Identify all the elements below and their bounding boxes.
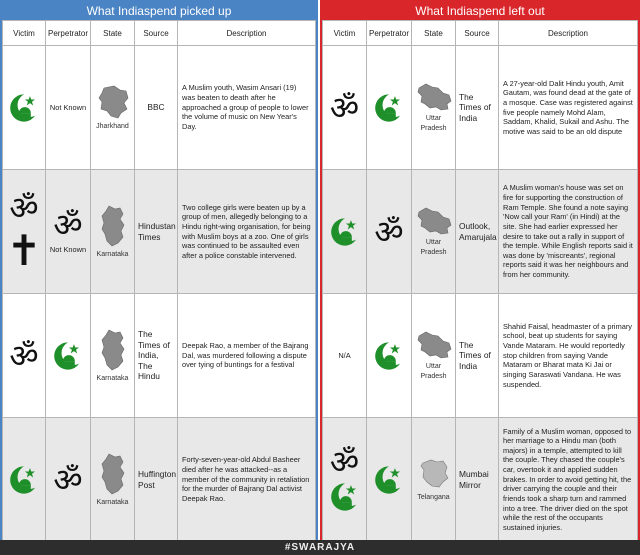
- table-row: [323, 418, 638, 542]
- om-icon: ॐ: [9, 336, 39, 375]
- description-cell: Shahid Faisal, headmaster of a primary school, beat up students for saying Vande Mataram. He would reportedly stop children from saying Vande Mataram or Bharat mata Ki Jai or singing Saraswati Vandana. He was suspended.: [499, 294, 638, 418]
- victim-cell: [323, 418, 367, 542]
- right-header-row: [323, 21, 638, 46]
- left-panel: [0, 0, 318, 540]
- victim-cell: [323, 170, 367, 294]
- perpetrator-cell: [367, 418, 412, 542]
- karnataka-map-icon: [99, 328, 127, 372]
- crescent-mosque-icon: [51, 339, 85, 373]
- state-cell: [412, 418, 456, 542]
- state-label: Uttar Pradesh: [420, 363, 447, 380]
- left-panel-title: What Indiaspend picked up: [2, 2, 316, 20]
- state-label: Telangana: [417, 493, 450, 501]
- uttar-pradesh-map-icon: [416, 206, 452, 236]
- crescent-mosque-icon: [7, 463, 41, 497]
- header-perpetrator: Perpetrator: [46, 21, 91, 46]
- description-cell: Deepak Rao, a member of the Bajrang Dal, was murdered following a dispute over tying of buntings for a festival: [178, 294, 316, 418]
- left-table: [2, 20, 316, 542]
- perpetrator-cell: [367, 294, 412, 418]
- state-label: Jharkhand: [96, 122, 129, 130]
- state-cell: [412, 294, 456, 418]
- table-row: [3, 170, 316, 294]
- jharkhand-map-icon: [96, 84, 130, 120]
- state-cell: [412, 46, 456, 170]
- om-icon: ॐ: [9, 188, 39, 227]
- description-cell: A Muslim youth, Wasim Ansari (19) was beaten to death after he approached a group of people to lower the volume of music on New Year's Day.: [178, 46, 316, 170]
- perpetrator-cell: [367, 170, 412, 294]
- state-cell: [91, 418, 135, 542]
- om-icon: ॐ: [53, 205, 83, 244]
- header-victim: Victim: [323, 21, 367, 46]
- table-row: [323, 46, 638, 170]
- right-panel: [320, 0, 640, 540]
- source-cell: The Times of India, The Hindu: [135, 294, 178, 418]
- crescent-mosque-icon: [328, 480, 362, 514]
- source-cell: The Times of India: [456, 294, 499, 418]
- description-cell: Forty-seven-year-old Abdul Basheer died after he was attacked--as a member of the community in retaliation for the murder of Bajrang Dal activist Deepak Rao.: [178, 418, 316, 542]
- swarajya-footer: #SWARAJYA: [0, 540, 640, 555]
- om-icon: ॐ: [374, 212, 404, 251]
- cross-icon: ✝: [6, 225, 42, 275]
- uttar-pradesh-map-icon: [416, 330, 452, 360]
- source-cell: Huffington Post: [135, 418, 178, 542]
- header-source: Source: [135, 21, 178, 46]
- karnataka-map-icon: [99, 452, 127, 496]
- table-row: [3, 294, 316, 418]
- table-row: [3, 46, 316, 170]
- header-description: Description: [178, 21, 316, 46]
- description-cell: A 27-year-old Dalit Hindu youth, Amit Gautam, was found dead at the gate of a mosque. Case was registered against five people namely Mohd Alam, Saddam, Khalid, Sukail and Ashu. The motive was said to be an old dispute: [499, 46, 638, 170]
- source-cell: The Times of India: [456, 46, 499, 170]
- state-label: Uttar Pradesh: [420, 115, 447, 132]
- telangana-map-icon: [417, 457, 451, 491]
- crescent-mosque-icon: [372, 463, 406, 497]
- header-description: Description: [499, 21, 638, 46]
- header-perpetrator: Perpetrator: [367, 21, 412, 46]
- source-cell: Hindustan Times: [135, 170, 178, 294]
- victim-cell: [3, 294, 46, 418]
- header-state: State: [412, 21, 456, 46]
- crescent-mosque-icon: [7, 91, 41, 125]
- crescent-mosque-icon: [372, 339, 406, 373]
- state-cell: [91, 170, 135, 294]
- state-cell: [91, 294, 135, 418]
- om-icon: ॐ: [53, 460, 83, 499]
- state-label: Uttar Pradesh: [420, 239, 447, 256]
- victim-cell: [323, 46, 367, 170]
- perpetrator-cell: Not Known: [46, 46, 91, 170]
- table-row: [3, 418, 316, 542]
- source-cell: BBC: [135, 46, 178, 170]
- perpetrator-cell: [46, 418, 91, 542]
- source-cell: Mumbai Mirror: [456, 418, 499, 542]
- header-victim: Victim: [3, 21, 46, 46]
- state-cell: [412, 170, 456, 294]
- description-cell: A Muslim woman's house was set on fire for supporting the construction of Ram Temple. She found a note saying 'Now call your Ram' (in Hindi) at the site. She had earlier expressed her desire to take out a rally in support of the temple. While English reports said it was done by 'miscreants', regional reports said it was her neighbours and from her community.: [499, 170, 638, 294]
- left-header-row: [3, 21, 316, 46]
- perpetrator-cell: [367, 46, 412, 170]
- state-label: Karnataka: [96, 498, 129, 506]
- state-cell: [91, 46, 135, 170]
- karnataka-map-icon: [99, 204, 127, 248]
- header-source: Source: [456, 21, 499, 46]
- perpetrator-label: Not Known: [49, 244, 87, 254]
- crescent-mosque-icon: [328, 215, 362, 249]
- victim-cell: N/A: [323, 294, 367, 418]
- right-panel-title: What Indiaspend left out: [322, 2, 638, 20]
- state-label: Karnataka: [96, 250, 129, 258]
- victim-cell: [3, 418, 46, 542]
- om-icon: ॐ: [329, 442, 360, 481]
- table-row: [323, 170, 638, 294]
- source-cell: Outlook, Amarujala: [456, 170, 499, 294]
- victim-cell: [3, 46, 46, 170]
- perpetrator-cell: [46, 170, 91, 294]
- description-cell: Family of a Muslim woman, opposed to her marriage to a Hindu man (both majors) in a temple, attempted to kill the couple. They chased the couple's car, overtook it and applied sudden brakes. In order to avoid getting hit, the driver carrying the couple and their friends took a sharp turn and rammed into a tree. The driver died on the spot while the rest of the occupants sustained injuries.: [499, 418, 638, 542]
- description-cell: Two college girls were beaten up by a group of men, allegedly belonging to a Hindu right-wing organisation, for being with Muslim boys at a zoo. One of girls was continued to be assaulted even after a police constable intervened.: [178, 170, 316, 294]
- table-row: [323, 294, 638, 418]
- perpetrator-cell: [46, 294, 91, 418]
- state-label: Karnataka: [96, 374, 129, 382]
- victim-cell: [3, 170, 46, 294]
- crescent-mosque-icon: [372, 91, 406, 125]
- header-state: State: [91, 21, 135, 46]
- om-icon: ॐ: [329, 88, 360, 127]
- uttar-pradesh-map-icon: [416, 82, 452, 112]
- right-table: [322, 20, 638, 542]
